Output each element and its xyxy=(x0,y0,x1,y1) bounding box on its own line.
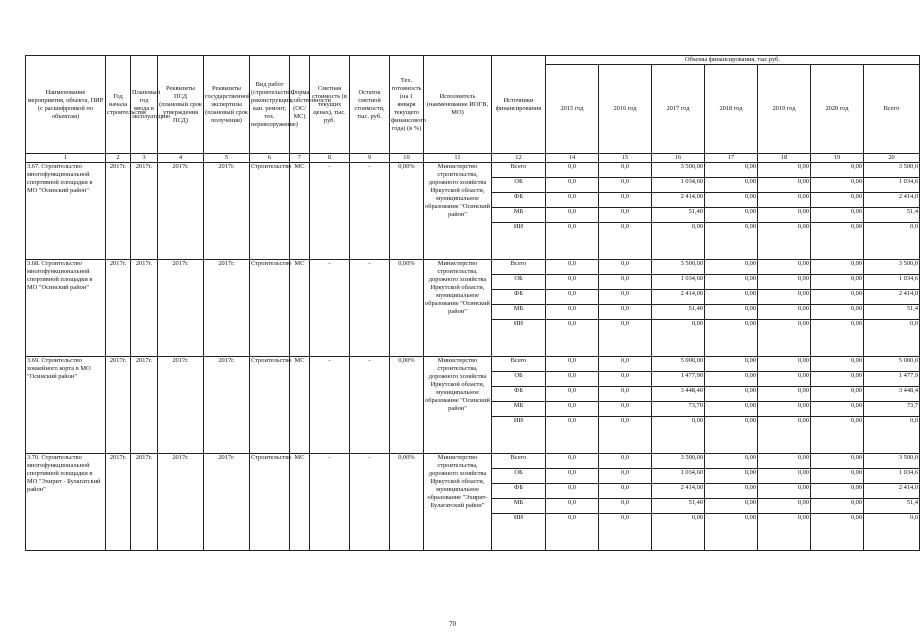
funding-source: ИИ xyxy=(492,514,546,551)
remaining-cost: - xyxy=(350,260,390,357)
funding-source: Всего xyxy=(492,454,546,469)
work-type: Строительство xyxy=(250,454,290,551)
column-number: 7 xyxy=(290,154,310,163)
table-row xyxy=(26,454,920,469)
header-estimate-cost: Сметная стоимость (в текущих ценах), тыс. руб. xyxy=(310,56,350,154)
funding-value: 0,0 xyxy=(599,320,652,357)
funding-value: 0,00 xyxy=(758,260,811,275)
funding-value: 51,4 xyxy=(864,499,920,514)
header-total: Всего xyxy=(864,65,920,154)
funding-value: 0,00 xyxy=(811,208,864,223)
funding-value: 0,00 xyxy=(652,417,705,454)
funding-value: 0,00 xyxy=(652,223,705,260)
funding-value: 0,0 xyxy=(599,193,652,208)
funding-value: 3 500,00 xyxy=(652,454,705,469)
ownership: МС xyxy=(290,454,310,551)
expertise-year: 2017г. xyxy=(204,260,250,357)
expertise-year: 2017г. xyxy=(204,357,250,454)
funding-value: 0,00 xyxy=(811,514,864,551)
funding-value: 51,4 xyxy=(864,305,920,320)
funding-source: ФБ xyxy=(492,290,546,305)
funding-value: 0,00 xyxy=(705,387,758,402)
funding-value: 0,0 xyxy=(546,469,599,484)
ownership: МС xyxy=(290,357,310,454)
column-number: 5 xyxy=(204,154,250,163)
funding-value: 1 034,6 xyxy=(864,178,920,193)
column-number: 19 xyxy=(811,154,864,163)
header-year: 2018 год xyxy=(705,65,758,154)
table-row xyxy=(26,357,920,372)
commission-year: 2017г. xyxy=(131,260,158,357)
funding-value: 0,00 xyxy=(811,290,864,305)
header-funding-source: Источники финансирования xyxy=(492,56,546,154)
funding-value: 0,00 xyxy=(758,320,811,357)
object-name: 3.67. Строительство многофункциональной спортивной площадки в МО "Осинский район" xyxy=(26,163,106,260)
funding-value: 1 034,6 xyxy=(864,469,920,484)
funding-value: 3 500,0 xyxy=(864,454,920,469)
header-expertise: Реквизиты государственной экспертизы (плановый срок получения) xyxy=(204,56,250,154)
funding-value: 0,0 xyxy=(599,357,652,372)
funding-value: 0,0 xyxy=(546,193,599,208)
funding-source: Всего xyxy=(492,163,546,178)
funding-value: 0,0 xyxy=(599,260,652,275)
ownership: МС xyxy=(290,260,310,357)
funding-value: 0,0 xyxy=(546,499,599,514)
readiness: 0,00% xyxy=(390,163,424,260)
funding-value: 0,00 xyxy=(811,193,864,208)
funding-value: 0,00 xyxy=(758,372,811,387)
funding-value: 0,0 xyxy=(546,402,599,417)
column-number: 8 xyxy=(310,154,350,163)
funding-value: 0,0 xyxy=(599,163,652,178)
funding-value: 0,0 xyxy=(546,275,599,290)
funding-value: 5 000,0 xyxy=(864,357,920,372)
column-number: 9 xyxy=(350,154,390,163)
funding-value: 0,00 xyxy=(811,454,864,469)
funding-value: 0,00 xyxy=(811,260,864,275)
funding-value: 0,00 xyxy=(811,387,864,402)
funding-value: 3 500,0 xyxy=(864,163,920,178)
start-year: 2017г. xyxy=(106,357,131,454)
column-number: 18 xyxy=(758,154,811,163)
funding-value: 3 500,0 xyxy=(864,260,920,275)
header-year: 2019 год xyxy=(758,65,811,154)
funding-value: 0,0 xyxy=(546,372,599,387)
funding-value: 0,00 xyxy=(652,514,705,551)
funding-value: 0,0 xyxy=(546,260,599,275)
funding-value: 73,7 xyxy=(864,402,920,417)
column-number: 11 xyxy=(424,154,492,163)
funding-value: 0,00 xyxy=(705,357,758,372)
work-type: Строительство xyxy=(250,163,290,260)
work-type: Строительство xyxy=(250,357,290,454)
object-name: 3.69. Строительство хоккейного корта в МО "Осинский район" xyxy=(26,357,106,454)
funding-value: 0,00 xyxy=(758,454,811,469)
funding-value: 0,00 xyxy=(758,499,811,514)
executor: Министерство строительства, дорожного хозяйства Иркутской области, муниципальное образование "Осинский район" xyxy=(424,357,492,454)
funding-value: 0,00 xyxy=(705,305,758,320)
column-number: 4 xyxy=(158,154,204,163)
estimate-cost: - xyxy=(310,357,350,454)
funding-value: 0,00 xyxy=(705,514,758,551)
funding-value: 0,0 xyxy=(599,290,652,305)
header-year: 2017 год xyxy=(652,65,705,154)
funding-source: ФБ xyxy=(492,193,546,208)
funding-value: 0,00 xyxy=(758,417,811,454)
funding-value: 0,00 xyxy=(758,178,811,193)
funding-value: 1 477,9 xyxy=(864,372,920,387)
funding-value: 0,00 xyxy=(811,320,864,357)
funding-value: 0,00 xyxy=(705,484,758,499)
work-type: Строительство xyxy=(250,260,290,357)
funding-value: 0,0 xyxy=(546,357,599,372)
object-name: 3.68. Строительство многофункциональной спортивной площадки в МО "Осинский район" xyxy=(26,260,106,357)
column-numbers-row xyxy=(26,154,920,163)
estimate-cost: - xyxy=(310,454,350,551)
header-readiness: Тех. готовность (на 1 января текущего финансового года) (в %) xyxy=(390,56,424,154)
executor: Министерство строительства, дорожного хозяйства Иркутской области, муниципальное образование "Эхирит-Булагатский район" xyxy=(424,454,492,551)
funding-value: 0,00 xyxy=(705,402,758,417)
start-year: 2017г. xyxy=(106,454,131,551)
funding-source: МБ xyxy=(492,499,546,514)
funding-value: 0,0 xyxy=(546,417,599,454)
funding-value: 0,00 xyxy=(758,387,811,402)
remaining-cost: - xyxy=(350,357,390,454)
funding-value: 2 414,0 xyxy=(864,193,920,208)
funding-value: 0,00 xyxy=(758,484,811,499)
funding-value: 0,00 xyxy=(758,208,811,223)
commission-year: 2017г. xyxy=(131,163,158,260)
funding-value: 0,00 xyxy=(758,275,811,290)
expertise-year: 2017г. xyxy=(204,163,250,260)
column-number: 16 xyxy=(652,154,705,163)
funding-value: 0,00 xyxy=(705,290,758,305)
header-start-year: Год начала строительства xyxy=(106,56,131,154)
funding-value: 0,0 xyxy=(599,208,652,223)
commission-year: 2017г. xyxy=(131,454,158,551)
funding-value: 0,00 xyxy=(705,372,758,387)
funding-value: 1 034,60 xyxy=(652,178,705,193)
funding-value: 0,00 xyxy=(758,305,811,320)
header-work-type: Вид работ (строительство, реконструкция, кап. ремонт, тех. перевооружение) xyxy=(250,56,290,154)
funding-value: 0,0 xyxy=(864,320,920,357)
column-number: 3 xyxy=(131,154,158,163)
readiness: 0,00% xyxy=(390,454,424,551)
psd-year: 2017г. xyxy=(158,163,204,260)
funding-value: 2 414,0 xyxy=(864,484,920,499)
funding-value: 0,0 xyxy=(599,469,652,484)
funding-value: 0,00 xyxy=(705,417,758,454)
table-row xyxy=(26,260,920,275)
header-remaining-cost: Остаток сметной стоимости, тыс. руб. xyxy=(350,56,390,154)
executor: Министерство строительства, дорожного хозяйства Иркутской области, муниципальное образование "Осинский район" xyxy=(424,163,492,260)
funding-value: 0,00 xyxy=(811,178,864,193)
funding-value: 0,00 xyxy=(758,469,811,484)
funding-value: 2 414,00 xyxy=(652,290,705,305)
funding-value: 0,00 xyxy=(705,469,758,484)
commission-year: 2017г. xyxy=(131,357,158,454)
funding-value: 0,00 xyxy=(758,290,811,305)
funding-value: 0,0 xyxy=(546,223,599,260)
funding-value: 0,0 xyxy=(546,514,599,551)
funding-value: 3 448,40 xyxy=(652,387,705,402)
header-name: Наименование мероприятия, объекта, ПИР (с расшифровкой по объектам) xyxy=(26,56,106,154)
expertise-year: 2017г. xyxy=(204,454,250,551)
funding-value: 0,00 xyxy=(705,454,758,469)
psd-year: 2017г. xyxy=(158,454,204,551)
funding-value: 0,00 xyxy=(758,223,811,260)
funding-value: 0,00 xyxy=(811,357,864,372)
funding-value: 0,00 xyxy=(811,275,864,290)
funding-source: Всего xyxy=(492,357,546,372)
header-commission-year: Плановый год ввода в эксплуатацию xyxy=(131,56,158,154)
funding-value: 0,0 xyxy=(546,178,599,193)
funding-value: 0,00 xyxy=(811,484,864,499)
funding-value: 3 500,00 xyxy=(652,260,705,275)
funding-value: 0,0 xyxy=(546,163,599,178)
header-funding-volumes: Объемы финансирования, тыс.руб. xyxy=(546,56,920,65)
funding-value: 2 414,00 xyxy=(652,484,705,499)
table-row xyxy=(26,163,920,178)
funding-value: 0,0 xyxy=(599,275,652,290)
column-number: 15 xyxy=(599,154,652,163)
funding-value: 3 448,4 xyxy=(864,387,920,402)
funding-source: ОБ xyxy=(492,372,546,387)
readiness: 0,00% xyxy=(390,260,424,357)
funding-value: 1 034,60 xyxy=(652,275,705,290)
funding-value: 0,0 xyxy=(599,514,652,551)
funding-value: 0,00 xyxy=(811,417,864,454)
estimate-cost: - xyxy=(310,260,350,357)
funding-source: ОБ xyxy=(492,275,546,290)
funding-value: 2 414,0 xyxy=(864,290,920,305)
funding-source: Всего xyxy=(492,260,546,275)
funding-value: 51,4 xyxy=(864,208,920,223)
psd-year: 2017г. xyxy=(158,357,204,454)
funding-value: 0,0 xyxy=(864,514,920,551)
funding-value: 0,00 xyxy=(705,163,758,178)
funding-value: 0,0 xyxy=(599,178,652,193)
funding-value: 0,00 xyxy=(705,275,758,290)
funding-value: 0,0 xyxy=(599,454,652,469)
funding-value: 51,40 xyxy=(652,305,705,320)
funding-source: ИИ xyxy=(492,417,546,454)
start-year: 2017г. xyxy=(106,163,131,260)
header-year: 2020 год xyxy=(811,65,864,154)
page-number: 70 xyxy=(449,620,456,628)
column-number: 10 xyxy=(390,154,424,163)
funding-value: 0,0 xyxy=(599,387,652,402)
financing-table xyxy=(25,55,920,551)
header-executor: Исполнитель (наименование ИОГВ, МО) xyxy=(424,56,492,154)
funding-value: 0,0 xyxy=(599,417,652,454)
funding-value: 0,0 xyxy=(599,402,652,417)
funding-value: 0,00 xyxy=(705,223,758,260)
funding-value: 0,0 xyxy=(864,223,920,260)
funding-value: 0,00 xyxy=(705,320,758,357)
funding-value: 0,0 xyxy=(599,499,652,514)
funding-value: 1 477,90 xyxy=(652,372,705,387)
start-year: 2017г. xyxy=(106,260,131,357)
funding-source: ФБ xyxy=(492,484,546,499)
funding-value: 0,00 xyxy=(811,163,864,178)
funding-value: 3 500,00 xyxy=(652,163,705,178)
header-psd: Реквизиты ПСД (плановый срок утверждения ПСД) xyxy=(158,56,204,154)
object-name: 3.70. Строительство многофункциональной спортивной площадки в МО "Эхирит - Булагатский район" xyxy=(26,454,106,551)
funding-value: 0,0 xyxy=(546,290,599,305)
header-ownership: Форма собственности (ОС/МС) xyxy=(290,56,310,154)
funding-value: 0,0 xyxy=(546,387,599,402)
funding-value: 0,00 xyxy=(652,320,705,357)
funding-value: 0,00 xyxy=(758,402,811,417)
remaining-cost: - xyxy=(350,454,390,551)
funding-value: 0,0 xyxy=(599,484,652,499)
header-year: 2016 год xyxy=(599,65,652,154)
column-number: 17 xyxy=(705,154,758,163)
funding-value: 0,00 xyxy=(758,163,811,178)
estimate-cost: - xyxy=(310,163,350,260)
funding-value: 0,0 xyxy=(599,223,652,260)
column-number: 12 xyxy=(492,154,546,163)
funding-value: 0,0 xyxy=(599,305,652,320)
funding-source: ОБ xyxy=(492,178,546,193)
funding-value: 0,0 xyxy=(546,320,599,357)
ownership: МС xyxy=(290,163,310,260)
funding-value: 0,00 xyxy=(758,193,811,208)
funding-value: 73,70 xyxy=(652,402,705,417)
funding-value: 0,00 xyxy=(758,514,811,551)
funding-value: 0,0 xyxy=(546,208,599,223)
header-year: 2015 год xyxy=(546,65,599,154)
funding-value: 0,00 xyxy=(705,193,758,208)
funding-value: 0,00 xyxy=(705,178,758,193)
funding-value: 0,0 xyxy=(546,454,599,469)
funding-value: 0,00 xyxy=(705,499,758,514)
funding-source: МБ xyxy=(492,402,546,417)
funding-source: ИИ xyxy=(492,223,546,260)
funding-source: ФБ xyxy=(492,387,546,402)
funding-value: 5 000,00 xyxy=(652,357,705,372)
funding-value: 0,00 xyxy=(705,208,758,223)
readiness: 0,00% xyxy=(390,357,424,454)
column-number: 6 xyxy=(250,154,290,163)
funding-value: 0,00 xyxy=(811,499,864,514)
funding-source: ОБ xyxy=(492,469,546,484)
funding-value: 0,0 xyxy=(599,372,652,387)
funding-source: МБ xyxy=(492,305,546,320)
funding-source: МБ xyxy=(492,208,546,223)
funding-value: 2 414,00 xyxy=(652,193,705,208)
funding-value: 1 034,6 xyxy=(864,275,920,290)
funding-value: 0,0 xyxy=(864,417,920,454)
column-number: 1 xyxy=(26,154,106,163)
funding-value: 0,00 xyxy=(811,402,864,417)
funding-value: 0,00 xyxy=(811,372,864,387)
funding-value: 51,40 xyxy=(652,499,705,514)
column-number: 2 xyxy=(106,154,131,163)
funding-value: 0,0 xyxy=(546,305,599,320)
funding-value: 1 034,60 xyxy=(652,469,705,484)
psd-year: 2017г. xyxy=(158,260,204,357)
funding-value: 51,40 xyxy=(652,208,705,223)
funding-value: 0,00 xyxy=(758,357,811,372)
column-number: 20 xyxy=(864,154,920,163)
column-number: 14 xyxy=(546,154,599,163)
funding-value: 0,00 xyxy=(705,260,758,275)
funding-value: 0,00 xyxy=(811,305,864,320)
funding-value: 0,0 xyxy=(546,484,599,499)
funding-value: 0,00 xyxy=(811,469,864,484)
remaining-cost: - xyxy=(350,163,390,260)
funding-value: 0,00 xyxy=(811,223,864,260)
executor: Министерство строительства, дорожного хозяйства Иркутской области, муниципальное образование "Осинский район" xyxy=(424,260,492,357)
funding-source: ИИ xyxy=(492,320,546,357)
